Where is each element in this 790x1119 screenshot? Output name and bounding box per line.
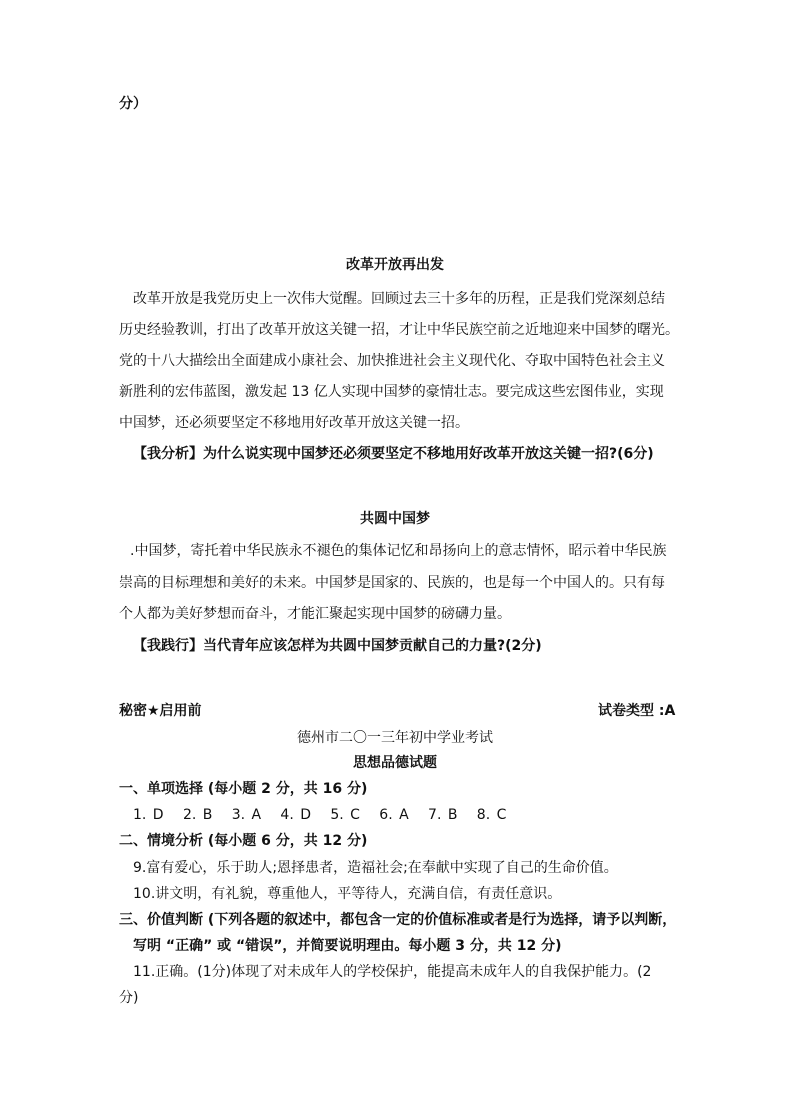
dream-title: 共圆中国梦 xyxy=(360,511,430,527)
answer-11: 11.正确。(1分)体现了对未成年人的学校保护，能提高未成年人的自我保护能力。(2 xyxy=(133,964,652,980)
section-1-heading: 一、单项选择 (每小题 2 分，共 16 分) xyxy=(119,781,368,797)
reform-line-3: 党的十八大描绘出全面建成小康社会、加快推进社会主义现代化、夺取中国特色社会主义 xyxy=(119,353,665,369)
section-3-heading-2: 写明 “正确” 或 “错误”，并简要说明理由。每小题 3 分，共 12 分) xyxy=(133,938,562,954)
section-1-answers: 1. D 2. B 3. A 4. D 5. C 6. A 7. B 8. C xyxy=(133,807,507,823)
answer-10: 10.讲文明，有礼貌，尊重他人，平等待人，充满自信，有责任意识。 xyxy=(133,886,562,902)
reform-line-1: 改革开放是我党历史上一次伟大觉醒。回顾过去三十多年的历程，正是我们党深刻总结 xyxy=(133,291,665,307)
dream-line-2: 崇高的目标理想和美好的未来。中国梦是国家的、民族的，也是每一个中国人的。只有每 xyxy=(119,575,665,591)
dream-line-1: .中国梦，寄托着中华民族永不褪色的集体记忆和昂扬向上的意志情怀，昭示着中华民族 xyxy=(130,543,667,559)
dream-question: 【我践行】当代青年应该怎样为共圆中国梦贡献自己的力量?(2分) xyxy=(133,638,542,654)
subject-title: 思想品德试题 xyxy=(353,755,437,771)
secret-label: 秘密★启用前 xyxy=(119,703,202,719)
reform-line-4: 新胜利的宏伟蓝图，激发起 13 亿人实现中国梦的豪情壮志。要完成这些宏图伟业，实现 xyxy=(119,384,664,400)
exam-title: 德州市二〇一三年初中学业考试 xyxy=(297,730,493,746)
answer-9: 9.富有爱心，乐于助人;恩择患者，造福社会;在奉献中实现了自己的生命价值。 xyxy=(133,860,618,876)
dream-line-3: 个人都为美好梦想而奋斗，才能汇聚起实现中国梦的磅礴力量。 xyxy=(119,606,511,622)
reform-line-2: 历史经验教训，打出了改革开放这关键一招，才让中华民族空前之近地迎来中国梦的曙光。 xyxy=(119,322,679,338)
answer-11-end: 分) xyxy=(119,990,139,1006)
paper-type: 试卷类型 :A xyxy=(598,703,676,719)
section-3-heading-1: 三、价值判断 (下列各题的叙述中，都包含一定的价值标准或者是行为选择，请予以判断， xyxy=(119,912,677,928)
top-fen: 分） xyxy=(119,96,147,112)
reform-title: 改革开放再出发 xyxy=(346,257,444,273)
section-2-heading: 二、情境分析 (每小题 6 分，共 12 分) xyxy=(119,833,368,849)
reform-line-5: 中国梦，还必须要坚定不移地用好改革开放这关键一招。 xyxy=(119,415,469,431)
reform-question: 【我分析】为什么说实现中国梦还必须要坚定不移地用好改革开放这关键一招?(6分) xyxy=(133,446,654,462)
